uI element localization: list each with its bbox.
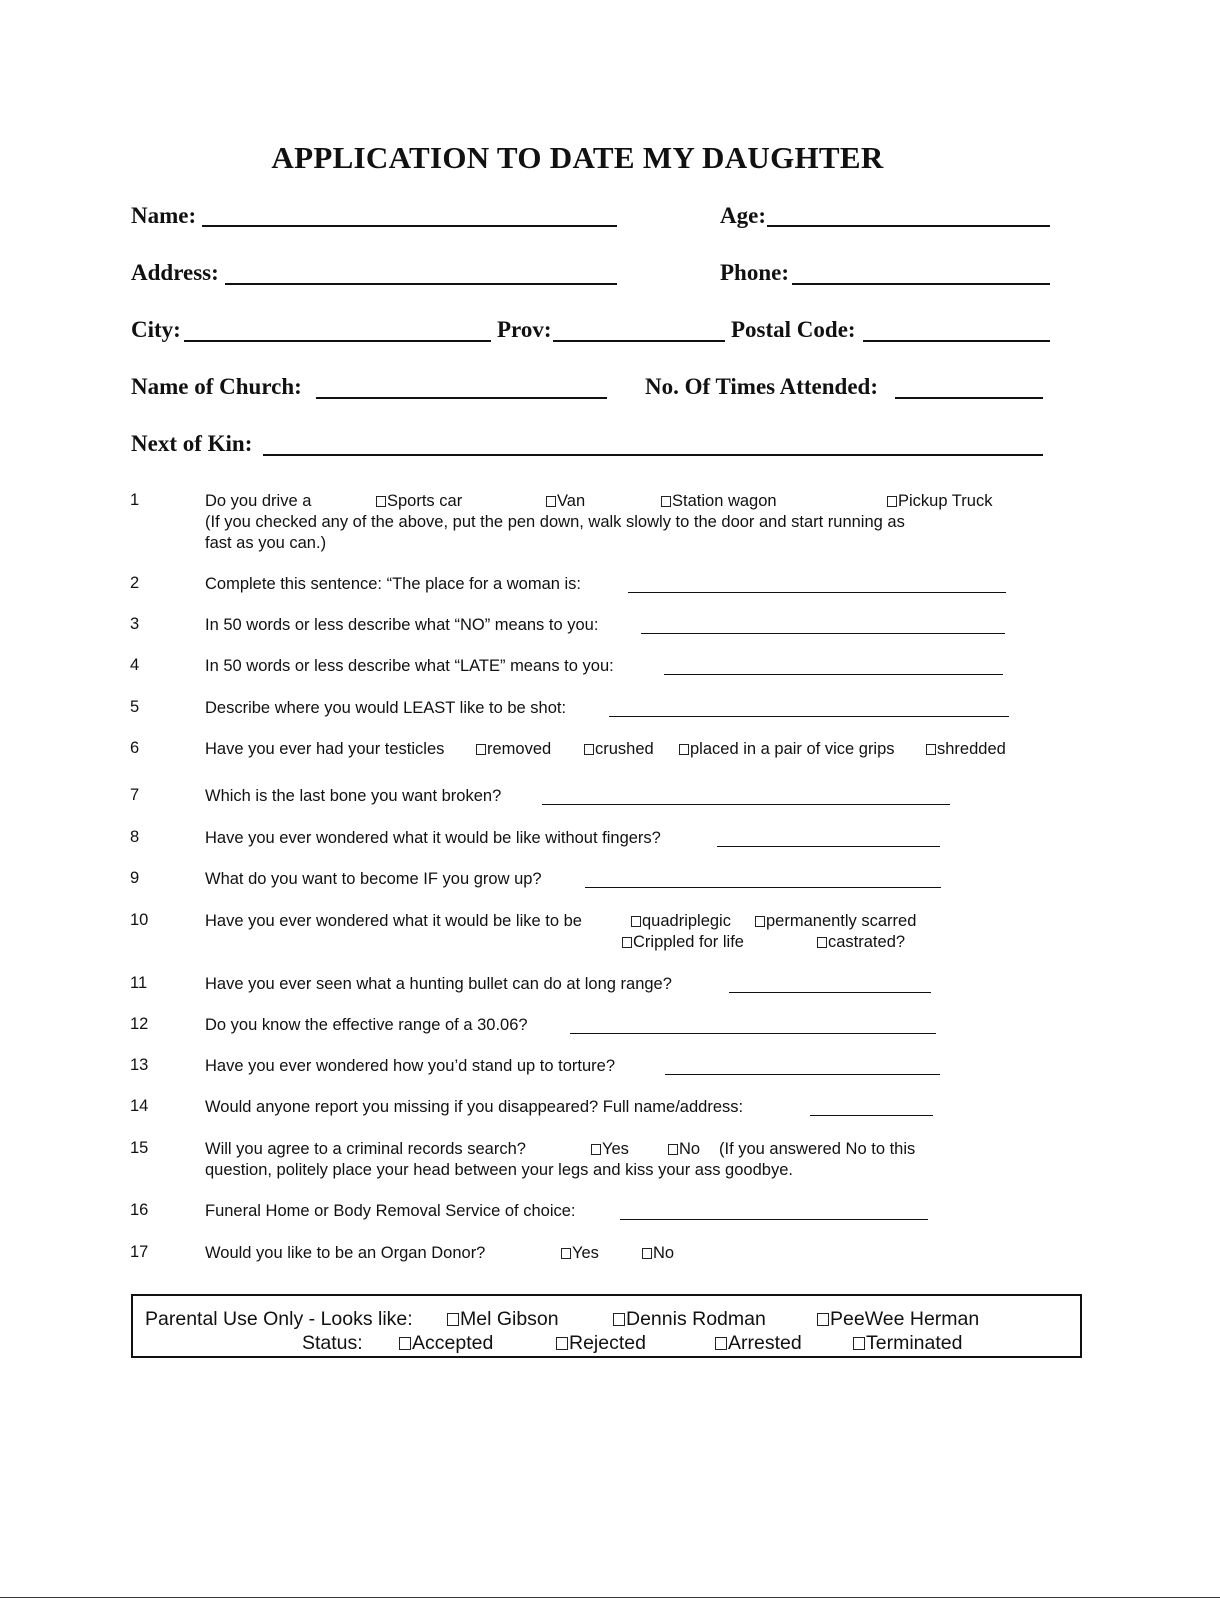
question-number: 17 — [130, 1243, 149, 1261]
question-5-text: Describe where you would LEAST like to be shot: — [205, 699, 567, 717]
option-rejected[interactable]: Rejected — [556, 1332, 646, 1355]
checkbox-icon — [642, 1248, 652, 1259]
checkbox-icon — [817, 937, 827, 948]
checkbox-icon — [631, 916, 641, 927]
question-number: 11 — [130, 974, 148, 992]
checkbox-icon — [926, 744, 936, 755]
next-of-kin-label: Next of Kin: — [131, 431, 253, 456]
question-17-text: Would you like to be an Organ Donor? — [205, 1244, 486, 1262]
checkbox-icon — [817, 1313, 829, 1326]
question-number: 8 — [130, 828, 140, 846]
option-peewee-herman[interactable]: PeeWee Herman — [817, 1308, 979, 1331]
city-label: City: — [131, 317, 181, 342]
prov-label: Prov: — [497, 317, 552, 342]
question-2-answer-line[interactable] — [628, 592, 1006, 593]
question-12-answer-line[interactable] — [570, 1033, 936, 1034]
option-permanently-scarred[interactable]: permanently scarred — [755, 911, 916, 932]
question-number: 13 — [130, 1056, 149, 1074]
option-vice-grips[interactable]: placed in a pair of vice grips — [679, 739, 895, 760]
option-van[interactable]: Van — [546, 491, 585, 512]
page-title: APPLICATION TO DATE MY DAUGHTER — [271, 140, 884, 175]
checkbox-icon — [679, 744, 689, 755]
checkbox-icon — [584, 744, 594, 755]
question-14-answer-line[interactable] — [810, 1115, 933, 1116]
question-8-answer-line[interactable] — [717, 846, 940, 847]
checkbox-icon — [476, 744, 486, 755]
option-dennis-rodman[interactable]: Dennis Rodman — [613, 1308, 766, 1331]
church-label: Name of Church: — [131, 374, 302, 399]
question-11-answer-line[interactable] — [729, 992, 931, 993]
option-arrested[interactable]: Arrested — [715, 1332, 802, 1355]
checkbox-icon — [613, 1313, 625, 1326]
question-number: 7 — [130, 786, 140, 804]
checkbox-icon — [715, 1337, 727, 1350]
postal-code-field[interactable] — [863, 340, 1050, 342]
question-3-text: In 50 words or less describe what “NO” means to you: — [205, 616, 599, 634]
question-number: 3 — [130, 615, 140, 633]
city-field[interactable] — [184, 340, 491, 342]
option-sports-car[interactable]: Sports car — [376, 491, 462, 512]
option-castrated[interactable]: castrated? — [817, 932, 905, 953]
checkbox-icon — [755, 916, 765, 927]
next-of-kin-field[interactable] — [263, 454, 1043, 456]
question-number: 10 — [130, 911, 149, 929]
checkbox-icon — [853, 1337, 865, 1350]
question-number: 14 — [130, 1097, 149, 1115]
question-number: 2 — [130, 574, 140, 592]
address-field[interactable] — [225, 283, 617, 285]
checkbox-icon — [622, 937, 632, 948]
checkbox-icon — [556, 1337, 568, 1350]
option-no[interactable]: No — [642, 1243, 674, 1264]
question-7-answer-line[interactable] — [542, 804, 950, 805]
checkbox-icon — [546, 496, 556, 507]
option-mel-gibson[interactable]: Mel Gibson — [447, 1308, 559, 1331]
checkbox-icon — [447, 1313, 459, 1326]
option-yes[interactable]: Yes — [561, 1243, 599, 1264]
question-6-text: Have you ever had your testicles — [205, 740, 445, 758]
option-quadriplegic[interactable]: quadriplegic — [631, 911, 731, 932]
question-16-answer-line[interactable] — [620, 1219, 928, 1220]
option-crushed[interactable]: crushed — [584, 739, 654, 760]
checkbox-icon — [561, 1248, 571, 1259]
status-label: Status: — [302, 1332, 363, 1354]
name-label: Name: — [131, 203, 197, 228]
question-10-text: Have you ever wondered what it would be like to be — [205, 912, 582, 930]
address-label: Address: — [131, 260, 219, 285]
question-14-text: Would anyone report you missing if you disappeared? Full name/address: — [205, 1098, 744, 1116]
option-yes[interactable]: Yes — [591, 1139, 629, 1160]
age-field[interactable] — [767, 225, 1050, 227]
checkbox-icon — [591, 1144, 601, 1155]
question-number: 1 — [130, 491, 140, 509]
page-edge — [0, 1597, 1220, 1598]
checkbox-icon — [376, 496, 386, 507]
name-field[interactable] — [202, 225, 617, 227]
question-1-note-line2: fast as you can.) — [205, 534, 327, 552]
option-no[interactable]: No — [668, 1139, 700, 1160]
checkbox-icon — [661, 496, 671, 507]
question-12-text: Do you know the effective range of a 30.06? — [205, 1016, 528, 1034]
question-9-text: What do you want to become IF you grow up? — [205, 870, 542, 888]
option-pickup-truck[interactable]: Pickup Truck — [887, 491, 992, 512]
option-removed[interactable]: removed — [476, 739, 551, 760]
times-attended-label: No. Of Times Attended: — [645, 374, 878, 399]
question-number: 15 — [130, 1139, 149, 1157]
question-13-answer-line[interactable] — [665, 1074, 940, 1075]
postal-code-label: Postal Code: — [731, 317, 856, 342]
question-5-answer-line[interactable] — [609, 716, 1009, 717]
question-1-text: Do you drive a — [205, 492, 312, 510]
question-3-answer-line[interactable] — [641, 633, 1005, 634]
question-13-text: Have you ever wondered how you’d stand up to torture? — [205, 1057, 616, 1075]
checkbox-icon — [668, 1144, 678, 1155]
checkbox-icon — [887, 496, 897, 507]
question-9-answer-line[interactable] — [585, 887, 941, 888]
question-8-text: Have you ever wondered what it would be like without fingers? — [205, 829, 661, 847]
checkbox-icon — [399, 1337, 411, 1350]
question-15-text: Will you agree to a criminal records search? — [205, 1140, 526, 1158]
question-number: 4 — [130, 656, 140, 674]
option-crippled-for-life[interactable]: Crippled for life — [622, 932, 744, 953]
question-number: 5 — [130, 698, 140, 716]
question-15-tail: (If you answered No to this — [719, 1140, 916, 1158]
question-number: 9 — [130, 869, 140, 887]
question-4-text: In 50 words or less describe what “LATE” means to you: — [205, 657, 614, 675]
age-label: Age: — [720, 203, 766, 228]
question-16-text: Funeral Home or Body Removal Service of choice: — [205, 1202, 576, 1220]
church-field[interactable] — [316, 397, 607, 399]
question-number: 6 — [130, 739, 140, 757]
option-accepted[interactable]: Accepted — [399, 1332, 493, 1355]
question-7-text: Which is the last bone you want broken? — [205, 787, 502, 805]
option-terminated[interactable]: Terminated — [853, 1332, 962, 1355]
prov-field[interactable] — [553, 340, 725, 342]
question-15-note: question, politely place your head between your legs and kiss your ass goodbye. — [205, 1161, 793, 1179]
phone-label: Phone: — [720, 260, 789, 285]
question-2-text: Complete this sentence: “The place for a woman is: — [205, 575, 582, 593]
phone-field[interactable] — [792, 283, 1050, 285]
question-11-text: Have you ever seen what a hunting bullet can do at long range? — [205, 975, 672, 993]
question-number: 16 — [130, 1201, 149, 1219]
question-number: 12 — [130, 1015, 149, 1033]
option-shredded[interactable]: shredded — [926, 739, 1006, 760]
question-4-answer-line[interactable] — [664, 674, 1003, 675]
parental-label: Parental Use Only - Looks like: — [145, 1308, 413, 1330]
question-1-note-line1: (If you checked any of the above, put the pen down, walk slowly to the door and start running as — [205, 513, 905, 531]
option-station-wagon[interactable]: Station wagon — [661, 491, 777, 512]
times-attended-field[interactable] — [895, 397, 1043, 399]
